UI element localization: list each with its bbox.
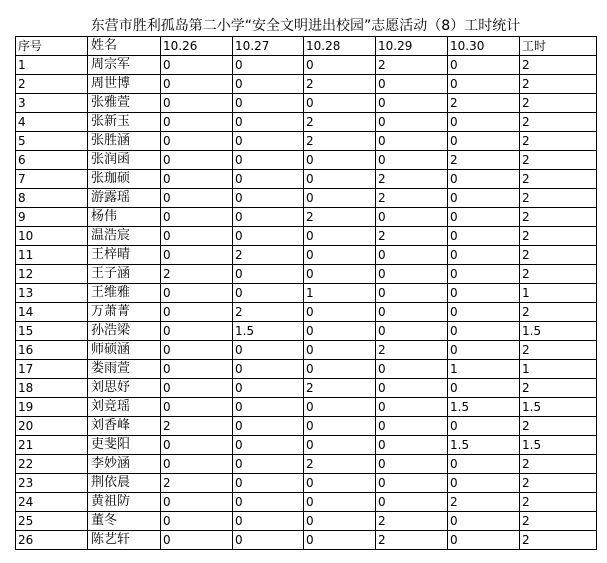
cell-1026: 0	[161, 75, 233, 94]
cell-hours: 1.5	[520, 436, 597, 455]
cell-name: 陈艺轩	[88, 531, 161, 550]
cell-index: 19	[16, 398, 88, 417]
cell-1027: 0	[233, 436, 304, 455]
cell-1026: 0	[161, 94, 233, 113]
table-row	[16, 360, 597, 379]
cell-1030: 0	[448, 284, 520, 303]
cell-1030: 0	[448, 417, 520, 436]
cell-index: 7	[16, 170, 88, 189]
cell-1028: 2	[304, 455, 376, 474]
cell-1027: 0	[233, 170, 304, 189]
cell-1027: 0	[233, 284, 304, 303]
cell-hours: 2	[520, 208, 597, 227]
cell-1029: 0	[376, 474, 448, 493]
cell-index: 4	[16, 113, 88, 132]
header-date-1030: 10.30	[448, 37, 520, 56]
cell-1030: 1.5	[448, 398, 520, 417]
cell-1027: 2	[233, 246, 304, 265]
cell-1026: 0	[161, 512, 233, 531]
cell-hours: 2	[520, 56, 597, 75]
cell-1026: 0	[161, 246, 233, 265]
cell-1027: 0	[233, 360, 304, 379]
table-row	[16, 493, 597, 512]
cell-1027: 0	[233, 56, 304, 75]
cell-1026: 0	[161, 208, 233, 227]
table-row	[16, 474, 597, 493]
table-row	[16, 512, 597, 531]
cell-name: 王维雅	[88, 284, 161, 303]
cell-1028: 0	[304, 436, 376, 455]
cell-index: 1	[16, 56, 88, 75]
cell-1026: 0	[161, 436, 233, 455]
table-row	[16, 75, 597, 94]
cell-1030: 0	[448, 303, 520, 322]
table-row	[16, 303, 597, 322]
cell-name: 游露瑶	[88, 189, 161, 208]
cell-index: 18	[16, 379, 88, 398]
cell-1028: 2	[304, 379, 376, 398]
table-row	[16, 189, 597, 208]
header-date-1026: 10.26	[161, 37, 233, 56]
cell-1027: 0	[233, 493, 304, 512]
cell-1030: 1.5	[448, 436, 520, 455]
cell-name: 张珈硕	[88, 170, 161, 189]
cell-1030: 0	[448, 265, 520, 284]
cell-1029: 0	[376, 493, 448, 512]
cell-1029: 0	[376, 436, 448, 455]
cell-1026: 2	[161, 474, 233, 493]
cell-1027: 0	[233, 474, 304, 493]
cell-hours: 2	[520, 531, 597, 550]
cell-1030: 0	[448, 531, 520, 550]
cell-1029: 0	[376, 132, 448, 151]
cell-name: 张润函	[88, 151, 161, 170]
cell-index: 16	[16, 341, 88, 360]
cell-1030: 0	[448, 246, 520, 265]
cell-1029: 2	[376, 56, 448, 75]
hours-table	[15, 36, 597, 550]
cell-1027: 1.5	[233, 322, 304, 341]
cell-1030: 0	[448, 512, 520, 531]
cell-name: 荆依晨	[88, 474, 161, 493]
cell-hours: 2	[520, 151, 597, 170]
cell-1026: 0	[161, 531, 233, 550]
table-row	[16, 94, 597, 113]
cell-hours: 2	[520, 455, 597, 474]
cell-1029: 0	[376, 208, 448, 227]
cell-1026: 0	[161, 151, 233, 170]
cell-1027: 0	[233, 151, 304, 170]
cell-1030: 1	[448, 360, 520, 379]
cell-hours: 2	[520, 341, 597, 360]
table-row	[16, 455, 597, 474]
cell-1030: 0	[448, 170, 520, 189]
header-date-1028: 10.28	[304, 37, 376, 56]
header-name: 姓名	[88, 37, 161, 56]
cell-1029: 0	[376, 360, 448, 379]
cell-index: 17	[16, 360, 88, 379]
cell-1028: 0	[304, 531, 376, 550]
cell-1027: 0	[233, 227, 304, 246]
cell-name: 王子涵	[88, 265, 161, 284]
cell-index: 22	[16, 455, 88, 474]
cell-index: 12	[16, 265, 88, 284]
cell-name: 师硕涵	[88, 341, 161, 360]
cell-1029: 0	[376, 398, 448, 417]
cell-index: 5	[16, 132, 88, 151]
cell-index: 26	[16, 531, 88, 550]
cell-index: 8	[16, 189, 88, 208]
cell-1028: 0	[304, 303, 376, 322]
table-row	[16, 265, 597, 284]
cell-1030: 0	[448, 474, 520, 493]
table-row	[16, 56, 597, 75]
cell-1027: 0	[233, 398, 304, 417]
cell-name: 张新玉	[88, 113, 161, 132]
cell-name: 刘竞瑶	[88, 398, 161, 417]
cell-1026: 0	[161, 132, 233, 151]
cell-1027: 0	[233, 113, 304, 132]
cell-name: 孙浩梁	[88, 322, 161, 341]
cell-1027: 0	[233, 132, 304, 151]
cell-1028: 0	[304, 417, 376, 436]
cell-hours: 2	[520, 189, 597, 208]
cell-index: 11	[16, 246, 88, 265]
cell-1029: 0	[376, 246, 448, 265]
table-row	[16, 417, 597, 436]
cell-1029: 2	[376, 531, 448, 550]
cell-1029: 0	[376, 94, 448, 113]
cell-hours: 2	[520, 512, 597, 531]
cell-hours: 2	[520, 94, 597, 113]
cell-1027: 0	[233, 265, 304, 284]
cell-1029: 2	[376, 189, 448, 208]
cell-name: 黄祖防	[88, 493, 161, 512]
cell-1030: 0	[448, 113, 520, 132]
cell-1027: 0	[233, 417, 304, 436]
cell-index: 14	[16, 303, 88, 322]
cell-1030: 0	[448, 341, 520, 360]
cell-1028: 0	[304, 170, 376, 189]
cell-hours: 2	[520, 417, 597, 436]
cell-1030: 2	[448, 151, 520, 170]
cell-1028: 0	[304, 322, 376, 341]
table-row	[16, 284, 597, 303]
cell-1030: 0	[448, 379, 520, 398]
cell-1027: 0	[233, 379, 304, 398]
cell-hours: 2	[520, 227, 597, 246]
cell-1030: 2	[448, 493, 520, 512]
cell-1026: 2	[161, 265, 233, 284]
table-row	[16, 208, 597, 227]
table-row	[16, 341, 597, 360]
cell-name: 王梓晴	[88, 246, 161, 265]
cell-1029: 0	[376, 113, 448, 132]
cell-1027: 0	[233, 512, 304, 531]
cell-index: 21	[16, 436, 88, 455]
cell-1030: 0	[448, 208, 520, 227]
cell-1029: 0	[376, 303, 448, 322]
cell-1026: 0	[161, 284, 233, 303]
cell-1026: 0	[161, 322, 233, 341]
cell-1028: 2	[304, 75, 376, 94]
cell-hours: 1.5	[520, 398, 597, 417]
cell-1029: 0	[376, 151, 448, 170]
cell-name: 周宗军	[88, 56, 161, 75]
cell-index: 24	[16, 493, 88, 512]
cell-1030: 0	[448, 56, 520, 75]
cell-1028: 0	[304, 265, 376, 284]
table-row	[16, 227, 597, 246]
cell-name: 张胜涵	[88, 132, 161, 151]
cell-1028: 0	[304, 246, 376, 265]
cell-1028: 0	[304, 398, 376, 417]
cell-name: 刘香峰	[88, 417, 161, 436]
cell-1029: 0	[376, 455, 448, 474]
cell-1030: 0	[448, 322, 520, 341]
table-row	[16, 113, 597, 132]
header-row	[16, 37, 597, 56]
cell-name: 刘思妤	[88, 379, 161, 398]
sheet-title: 东营市胜利孤岛第二小学“安全文明进出校园”志愿活动（8）工时统计	[90, 18, 521, 34]
cell-1029: 0	[376, 265, 448, 284]
header-date-1029: 10.29	[376, 37, 448, 56]
cell-1028: 0	[304, 512, 376, 531]
cell-hours: 2	[520, 303, 597, 322]
table-row	[16, 151, 597, 170]
cell-1026: 0	[161, 455, 233, 474]
cell-index: 13	[16, 284, 88, 303]
spreadsheet	[15, 17, 596, 550]
table-row	[16, 531, 597, 550]
cell-1028: 0	[304, 493, 376, 512]
cell-hours: 2	[520, 265, 597, 284]
cell-name: 吏斐阳	[88, 436, 161, 455]
table-row	[16, 170, 597, 189]
cell-name: 娄雨萱	[88, 360, 161, 379]
cell-1030: 0	[448, 132, 520, 151]
table-row	[16, 322, 597, 341]
cell-name: 张雅萱	[88, 94, 161, 113]
cell-1030: 0	[448, 75, 520, 94]
cell-1029: 2	[376, 512, 448, 531]
cell-1028: 0	[304, 189, 376, 208]
cell-1026: 0	[161, 341, 233, 360]
cell-1029: 0	[376, 322, 448, 341]
cell-index: 15	[16, 322, 88, 341]
table-row	[16, 398, 597, 417]
cell-1028: 2	[304, 132, 376, 151]
cell-1027: 0	[233, 341, 304, 360]
cell-index: 10	[16, 227, 88, 246]
cell-1028: 2	[304, 113, 376, 132]
cell-hours: 2	[520, 113, 597, 132]
cell-name: 万萧菁	[88, 303, 161, 322]
cell-1026: 0	[161, 398, 233, 417]
cell-hours: 1	[520, 360, 597, 379]
cell-index: 6	[16, 151, 88, 170]
cell-1026: 0	[161, 303, 233, 322]
cell-1029: 0	[376, 379, 448, 398]
cell-1026: 0	[161, 189, 233, 208]
cell-index: 25	[16, 512, 88, 531]
cell-1026: 0	[161, 360, 233, 379]
cell-name: 李妙涵	[88, 455, 161, 474]
cell-1029: 2	[376, 227, 448, 246]
table-row	[16, 132, 597, 151]
cell-index: 2	[16, 75, 88, 94]
cell-1028: 0	[304, 360, 376, 379]
cell-hours: 2	[520, 75, 597, 94]
cell-name: 杨伟	[88, 208, 161, 227]
cell-1026: 0	[161, 379, 233, 398]
cell-hours: 1	[520, 284, 597, 303]
cell-1029: 0	[376, 417, 448, 436]
cell-hours: 2	[520, 170, 597, 189]
cell-hours: 1.5	[520, 322, 597, 341]
cell-1028: 0	[304, 56, 376, 75]
cell-1026: 0	[161, 227, 233, 246]
cell-1027: 0	[233, 208, 304, 227]
cell-1026: 0	[161, 56, 233, 75]
cell-1028: 0	[304, 227, 376, 246]
cell-1028: 0	[304, 341, 376, 360]
cell-1028: 0	[304, 151, 376, 170]
cell-1030: 2	[448, 94, 520, 113]
cell-name: 董冬	[88, 512, 161, 531]
cell-index: 3	[16, 94, 88, 113]
cell-1029: 0	[376, 75, 448, 94]
cell-1026: 0	[161, 493, 233, 512]
cell-1030: 0	[448, 455, 520, 474]
cell-name: 温浩宸	[88, 227, 161, 246]
cell-1027: 0	[233, 189, 304, 208]
cell-1029: 2	[376, 170, 448, 189]
header-date-1027: 10.27	[233, 37, 304, 56]
cell-1027: 0	[233, 455, 304, 474]
cell-1028: 0	[304, 474, 376, 493]
cell-1026: 0	[161, 170, 233, 189]
cell-1026: 2	[161, 417, 233, 436]
cell-hours: 2	[520, 474, 597, 493]
header-hours: 工时	[520, 37, 597, 56]
cell-1026: 0	[161, 113, 233, 132]
cell-1027: 2	[233, 303, 304, 322]
cell-index: 20	[16, 417, 88, 436]
cell-1027: 0	[233, 94, 304, 113]
cell-1028: 2	[304, 208, 376, 227]
cell-1029: 0	[376, 284, 448, 303]
table-row	[16, 379, 597, 398]
cell-index: 23	[16, 474, 88, 493]
cell-1028: 0	[304, 94, 376, 113]
table-row	[16, 436, 597, 455]
cell-index: 9	[16, 208, 88, 227]
cell-hours: 2	[520, 132, 597, 151]
cell-1027: 0	[233, 531, 304, 550]
cell-1027: 0	[233, 75, 304, 94]
table-row	[16, 246, 597, 265]
cell-1029: 2	[376, 341, 448, 360]
cell-1030: 0	[448, 227, 520, 246]
cell-hours: 2	[520, 246, 597, 265]
cell-name: 周世博	[88, 75, 161, 94]
header-index: 序号	[16, 37, 88, 56]
cell-1030: 0	[448, 189, 520, 208]
table-body	[16, 37, 597, 550]
cell-hours: 2	[520, 493, 597, 512]
cell-hours: 2	[520, 379, 597, 398]
cell-1028: 1	[304, 284, 376, 303]
